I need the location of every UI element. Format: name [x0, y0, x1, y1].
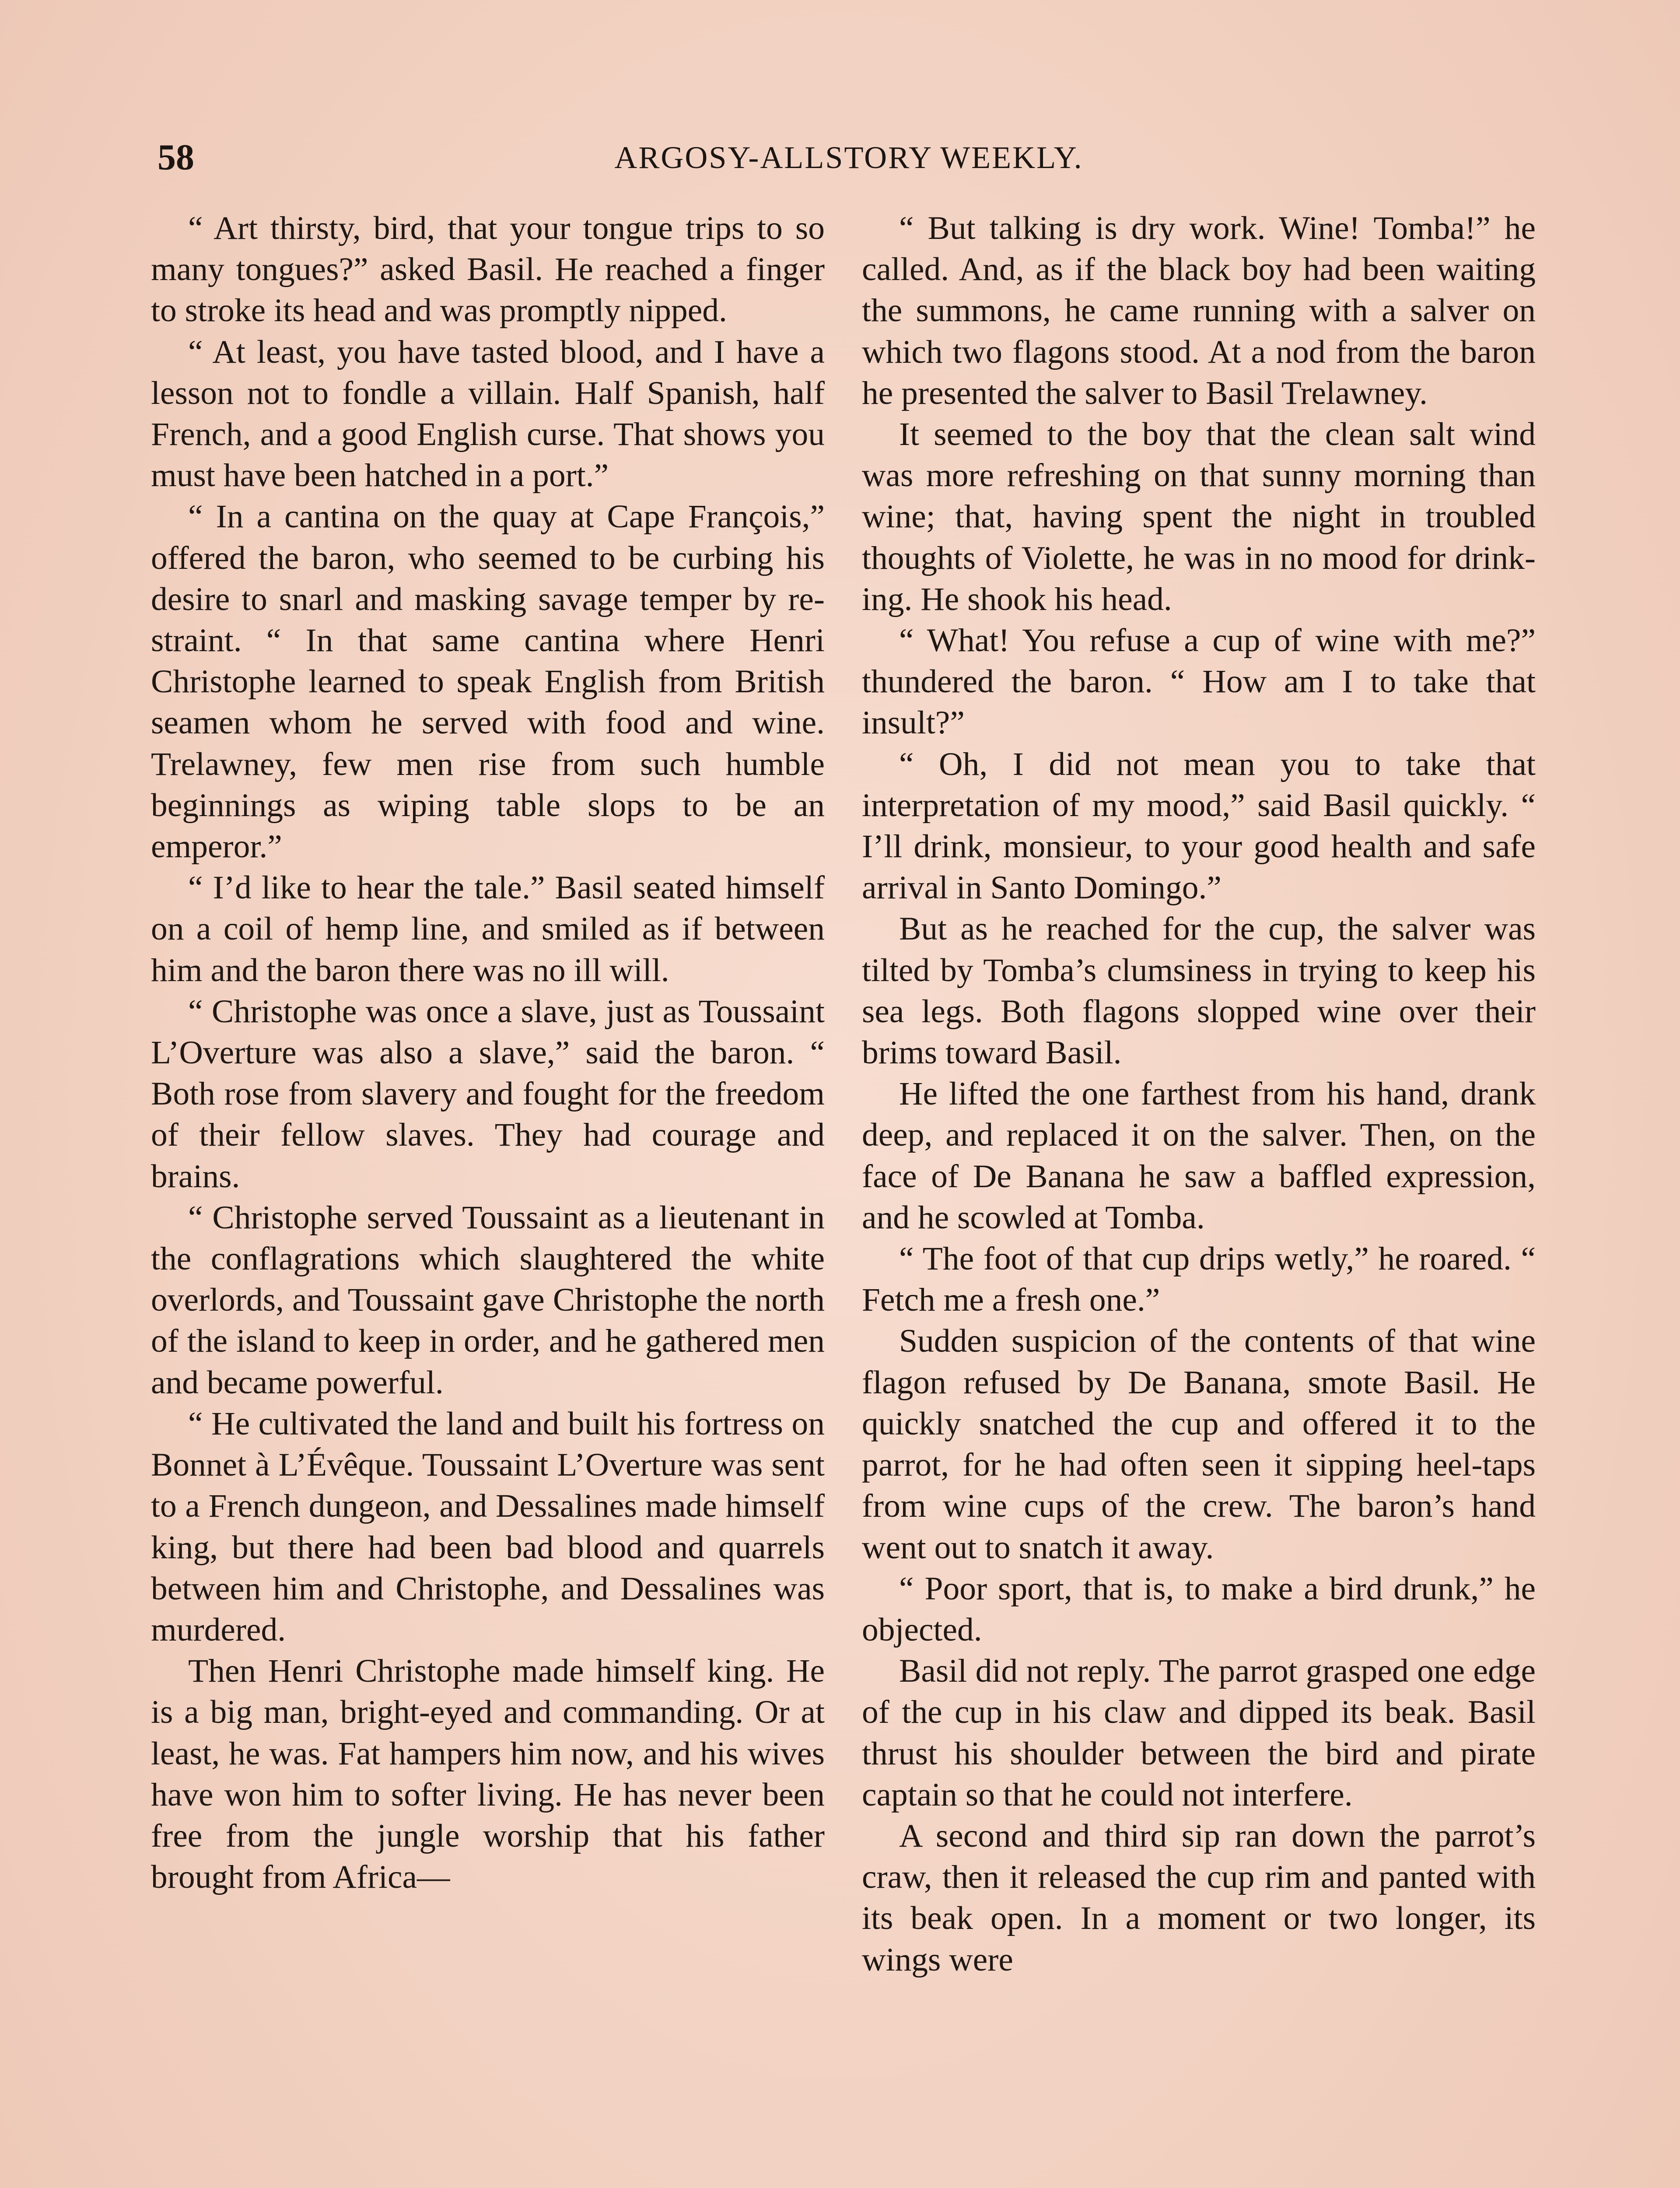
paragraph: But as he reached for the cup, the salver was tilted by Tomba’s clumsiness in trying to keep his sea legs. Both flagons slopped wine over their brims toward Basil.: [862, 911, 1536, 1071]
paragraph: “ Oh, I did not mean you to take that interpretation of my mood,” said Basil quickly. “ I’ll drink, monsieur, to your good health and safe arrival in Santo Domingo.”: [862, 746, 1536, 906]
paragraph: Then Henri Christophe made himself king. He is a big man, bright-eyed and commanding. Or at least, he was. Fat hampers him now, and his wives have won him to softer living. He has never been free from the jungle worship that his father brought from Africa—: [151, 1653, 825, 1896]
paragraph: “ What! You refuse a cup of wine with me?” thundered the baron. “ How am I to take that insult?”: [862, 622, 1536, 741]
left-column: [151, 208, 825, 1898]
paragraph: “ Poor sport, that is, to make a bird drunk,” he objected.: [862, 1570, 1536, 1648]
paragraph: A second and third sip ran down the parrot’s craw, then it released the cup rim and panted with its beak open. In a moment or two longer, its wings were: [862, 1817, 1536, 1978]
paragraph: Basil did not reply. The parrot grasped one edge of the cup in his claw and dipped its beak. Basil thrust his shoulder between the bird and pirate captain so that he could not interfere.: [862, 1653, 1536, 1813]
paragraph: “ Christophe served Toussaint as a lieutenant in the conflagrations which slaughtered the white overlords, and Toussaint gave Christophe the north of the island to keep in order, and he gathered men and became powerful.: [151, 1199, 825, 1401]
paragraph: “ He cultivated the land and built his fortress on Bonnet à L’Évêque. Toussaint L’Overture was sent to a French dungeon, and Dessalines made himself king, but there had been bad blood and quarrels between him and Christophe, and Dessalines was murdered.: [151, 1405, 825, 1648]
paragraph: “ I’d like to hear the tale.” Basil seated himself on a coil of hemp line, and smiled as if between him and the baron there was no ill will.: [151, 870, 825, 989]
paragraph: It seemed to the boy that the clean salt wind was more refreshing on that sunny morning than wine; that, having spent the night in troubled thoughts of Violette, he was in no mood for drinking. He shook his head.: [862, 416, 1536, 617]
paragraph: “ The foot of that cup drips wetly,” he roared. “ Fetch me a fresh one.”: [862, 1241, 1536, 1318]
paragraph: “ At least, you have tasted blood, and I have a lesson not to fondle a villain. Half Spanish, half French, and a good English curse. That shows you must have been hatched in a port.”: [151, 333, 825, 494]
page-header: [158, 131, 1540, 184]
page-number: 58: [158, 137, 194, 178]
paragraph: “ In a cantina on the quay at Cape François,” offered the baron, who seemed to be curbing his desire to snarl and masking savage temper by restraint. “ In that same cantina where Henri Christophe learned to speak English from British seamen whom he served with food and wine. Trelawney, few men rise from such humble beginnings as wiping table slops to be an emperor.”: [151, 498, 825, 865]
running-head: ARGOSY-ALLSTORY WEEKLY.: [614, 140, 1083, 175]
paragraph: “ But talking is dry work. Wine! Tomba!” he called. And, as if the black boy had been waiting the summons, he came running with a salver on which two flagons stood. At a nod from the baron he presented the salver to Basil Trelawney.: [862, 210, 1536, 411]
right-column: [862, 208, 1536, 1981]
paragraph: Sudden suspicion of the contents of that wine flagon refused by De Banana, smote Basil. He quickly snatched the cup and offered it to the parrot, for he had often seen it sipping heel-taps from wine cups of the crew. The baron’s hand went out to snatch it away.: [862, 1323, 1536, 1566]
paragraph: “ Art thirsty, bird, that your tongue trips to so many tongues?” asked Basil. He reached a finger to stroke its head and was promptly nipped.: [151, 210, 825, 329]
paragraph: He lifted the one farthest from his hand, drank deep, and replaced it on the salver. Then, on the face of De Banana he saw a baffled expression, and he scowled at Tomba.: [862, 1076, 1536, 1236]
paragraph: “ Christophe was once a slave, just as Toussaint L’Overture was also a slave,” said the baron. “ Both rose from slavery and fought for the freedom of their fellow slaves. They had courage and brains.: [151, 993, 825, 1195]
